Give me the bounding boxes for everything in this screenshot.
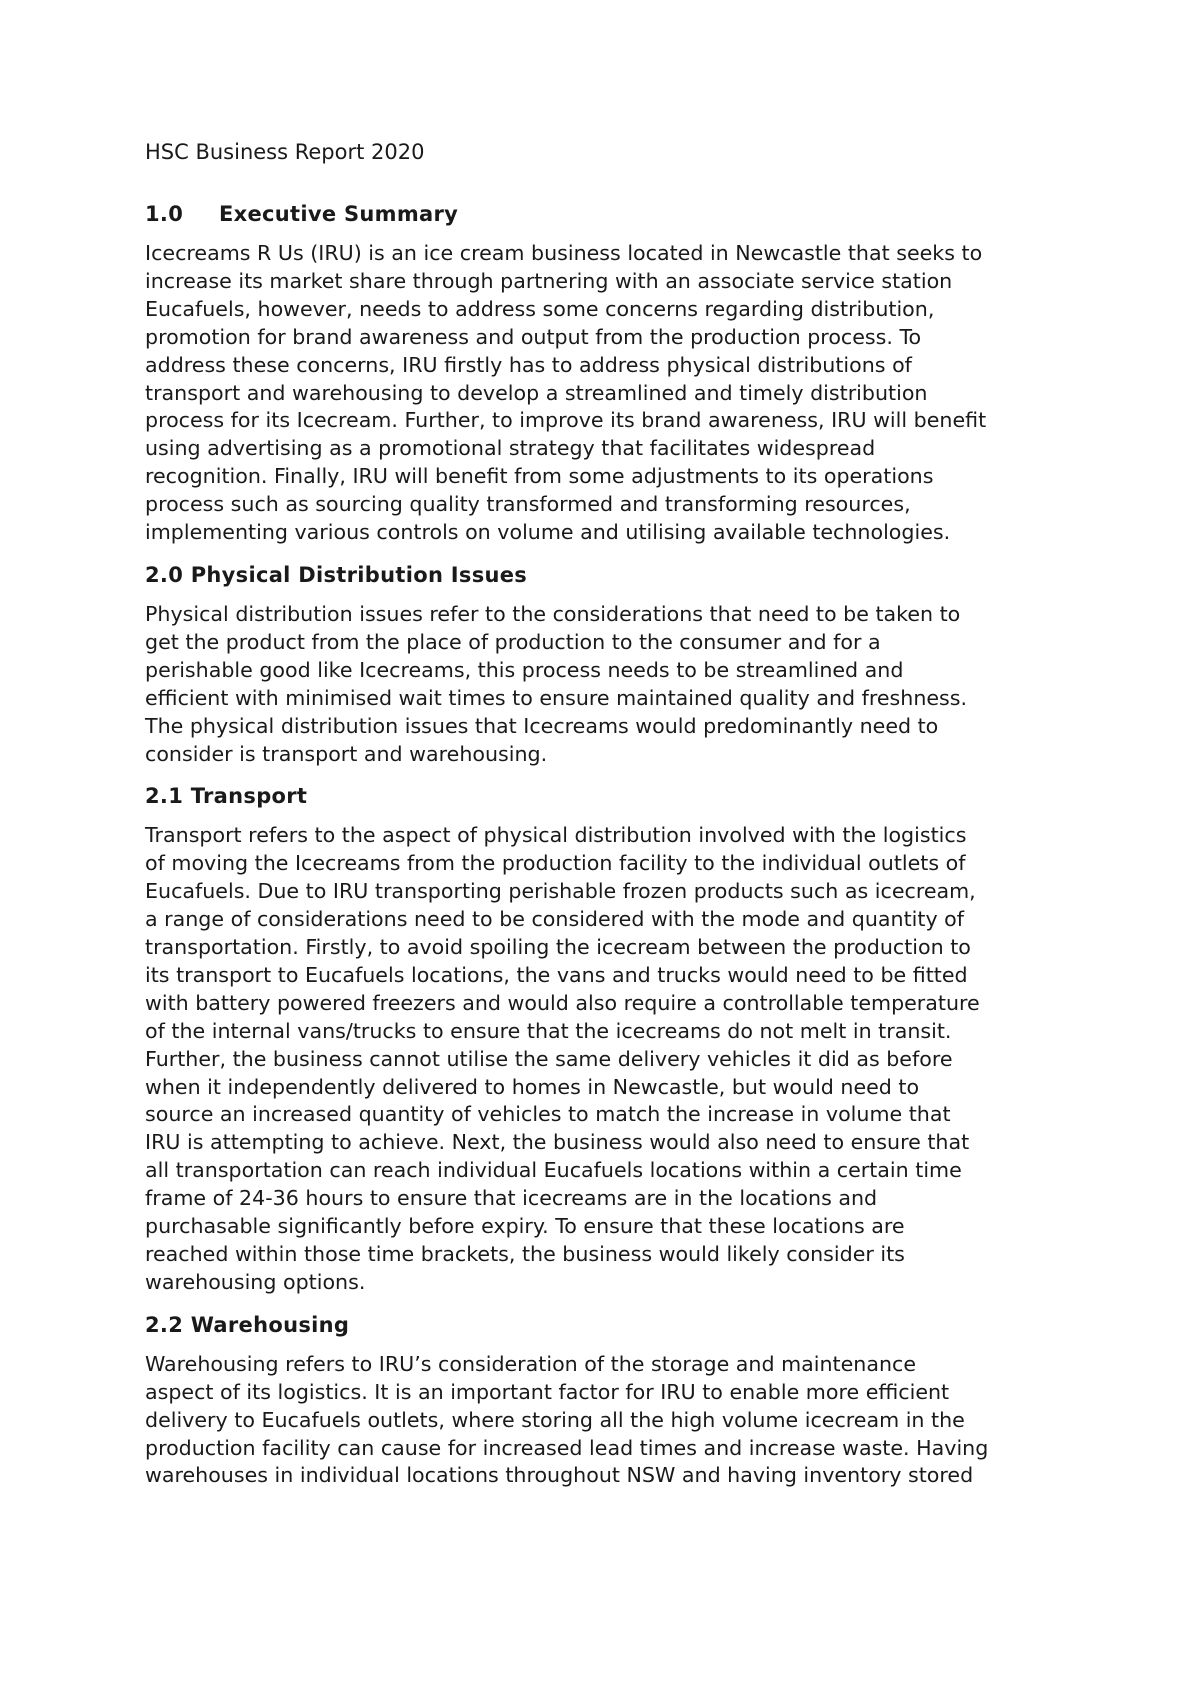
paragraph-line: its transport to Eucafuels locations, the vans and trucks would need to be fitted xyxy=(145,962,968,987)
paragraph-line: The physical distribution issues that Icecreams would predominantly need to xyxy=(145,713,939,738)
paragraph-line: recognition. Finally, IRU will benefit from some adjustments to its operations xyxy=(145,464,934,489)
physical-distribution-paragraph xyxy=(145,601,1065,768)
paragraph-line: increase its market share through partnering with an associate service station xyxy=(145,268,953,293)
paragraph-line: all transportation can reach individual Eucafuels locations within a certain time xyxy=(145,1158,962,1183)
paragraph-line: Physical distribution issues refer to the considerations that need to be taken to xyxy=(145,601,961,626)
paragraph-line: warehousing options. xyxy=(145,1269,366,1294)
paragraph-line: using advertising as a promotional strategy that facilitates widespread xyxy=(145,436,876,461)
paragraph-line: purchasable significantly before expiry. To ensure that these locations are xyxy=(145,1214,905,1239)
paragraph-line: frame of 24-36 hours to ensure that icecreams are in the locations and xyxy=(145,1186,878,1211)
paragraph-line: transport and warehousing to develop a streamlined and timely distribution xyxy=(145,380,928,405)
paragraph-line: promotion for brand awareness and output from the production process. To xyxy=(145,324,922,349)
paragraph-line: Eucafuels. Due to IRU transporting perishable frozen products such as icecream, xyxy=(145,879,976,904)
paragraph-line: transportation. Firstly, to avoid spoiling the icecream between the production to xyxy=(145,935,971,960)
paragraph-line: of moving the Icecreams from the production facility to the individual outlets of xyxy=(145,851,966,876)
document-title: HSC Business Report 2020 xyxy=(145,140,425,164)
transport-heading: 2.1 Transport xyxy=(145,784,308,809)
paragraph-line: delivery to Eucafuels outlets, where storing all the high volume icecream in the xyxy=(145,1407,965,1432)
paragraph-line: with battery powered freezers and would also require a controllable temperature xyxy=(145,990,980,1015)
paragraph-line: process such as sourcing quality transformed and transforming resources, xyxy=(145,492,911,517)
paragraph-line: implementing various controls on volume and utilising available technologies. xyxy=(145,520,951,545)
paragraph-line: perishable good like Icecreams, this process needs to be streamlined and xyxy=(145,657,904,682)
paragraph-line: Eucafuels, however, needs to address some concerns regarding distribution, xyxy=(145,296,935,321)
paragraph-line: source an increased quantity of vehicles to match the increase in volume that xyxy=(145,1102,951,1127)
paragraph-line: Transport refers to the aspect of physical distribution involved with the logistics xyxy=(145,823,967,848)
paragraph-line: production facility can cause for increased lead times and increase waste. Having xyxy=(145,1435,989,1460)
executive-summary-number: 1.0 xyxy=(145,202,184,226)
paragraph-line: process for its Icecream. Further, to improve its brand awareness, IRU will benefit xyxy=(145,408,987,433)
physical-distribution-heading: 2.0 Physical Distribution Issues xyxy=(145,562,528,587)
paragraph-line: reached within those time brackets, the business would likely consider its xyxy=(145,1242,905,1266)
paragraph-line: efficient with minimised wait times to ensure maintained quality and freshness. xyxy=(145,685,968,710)
paragraph-line: consider is transport and warehousing. xyxy=(145,741,548,766)
paragraph-line: aspect of its logistics. It is an important factor for IRU to enable more efficient xyxy=(145,1379,950,1404)
warehousing-heading: 2.2 Warehousing xyxy=(145,1312,350,1337)
executive-summary-heading xyxy=(145,200,1065,228)
document-page xyxy=(145,138,1065,1504)
transport-paragraph xyxy=(145,822,1065,1296)
paragraph-line: Icecreams R Us (IRU) is an ice cream business located in Newcastle that seeks to xyxy=(145,241,983,265)
executive-summary-paragraph xyxy=(145,240,1065,547)
paragraph-line: address these concerns, IRU firstly has to address physical distributions of xyxy=(145,352,912,377)
paragraph-line: of the internal vans/trucks to ensure that the icecreams do not melt in transit. xyxy=(145,1018,952,1043)
paragraph-line: warehouses in individual locations throughout NSW and having inventory stored xyxy=(145,1463,974,1488)
paragraph-line: Warehousing refers to IRU’s consideration of the storage and maintenance xyxy=(145,1351,916,1376)
paragraph-line: when it independently delivered to homes in Newcastle, but would need to xyxy=(145,1074,920,1099)
warehousing-paragraph xyxy=(145,1351,1065,1491)
paragraph-line: a range of considerations need to be considered with the mode and quantity of xyxy=(145,907,965,932)
paragraph-line: get the product from the place of production to the consumer and for a xyxy=(145,629,881,654)
paragraph-line: IRU is attempting to achieve. Next, the business would also need to ensure that xyxy=(145,1130,970,1155)
paragraph-line: Further, the business cannot utilise the same delivery vehicles it did as before xyxy=(145,1046,953,1071)
executive-summary-title: Executive Summary xyxy=(219,202,459,226)
